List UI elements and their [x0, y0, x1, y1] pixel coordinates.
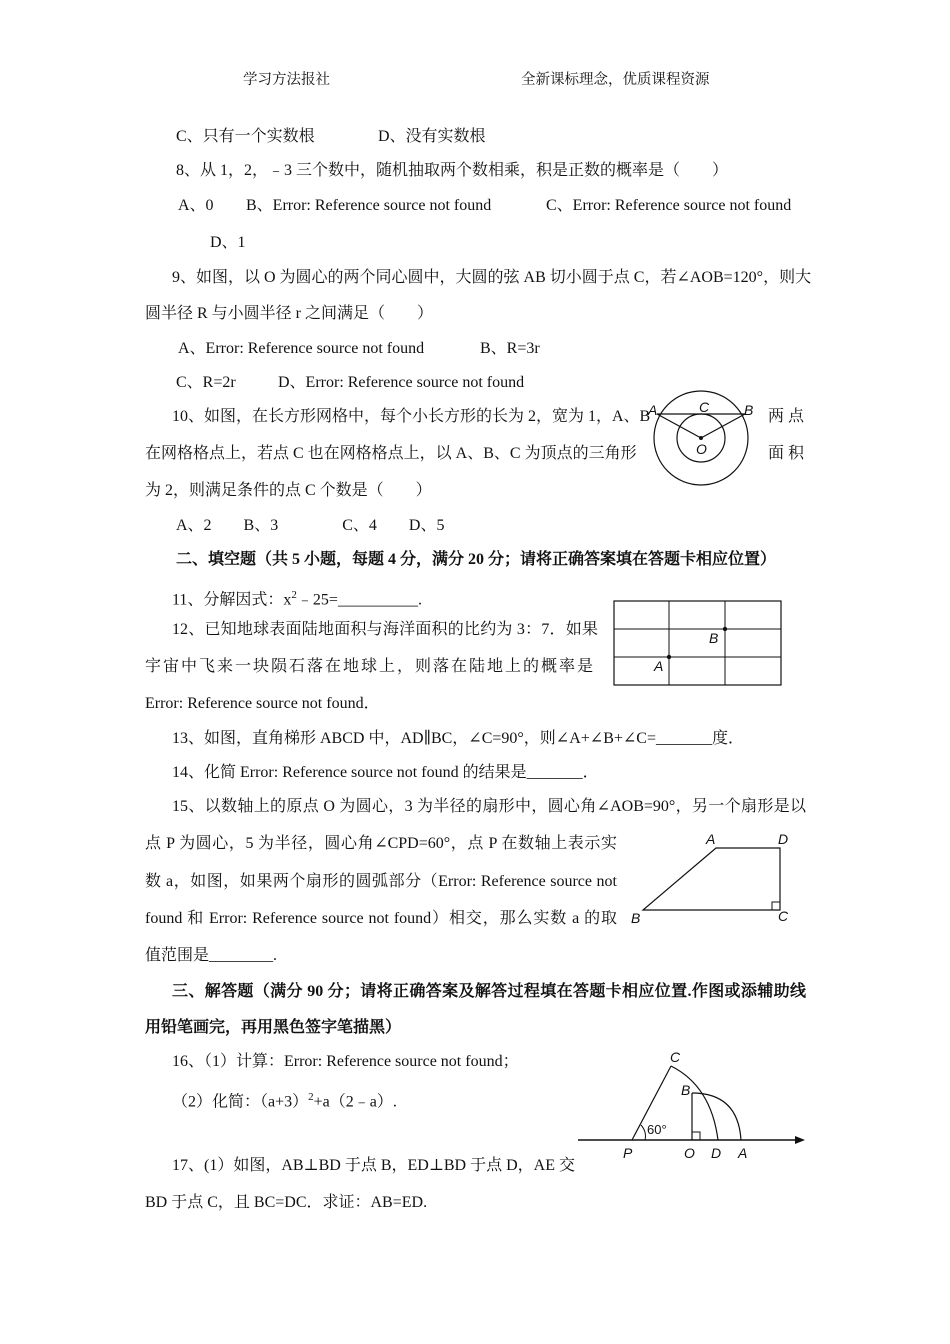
radius-ob	[701, 414, 745, 438]
q10-line3: 为 2，则满足条件的点 C 个数是（ ）	[145, 482, 432, 499]
q15-line5: 值范围是________.	[145, 947, 278, 964]
point-b	[723, 627, 727, 631]
header-left: 学习方法报社	[243, 72, 330, 88]
grid-figure	[613, 600, 783, 688]
label-p: P	[623, 1145, 633, 1161]
section3-line1: 三、解答题（满分 90 分；请将正确答案及解答过程填在答题卡相应位置.作图或添辅助线	[172, 983, 806, 1000]
concentric-circles-figure	[645, 392, 760, 492]
q14: 14、化简 Error: Reference source not found 的结果是_______．	[172, 764, 599, 781]
trapezoid-abcd	[643, 848, 780, 910]
q10-options: A、2 B、3 C、4 D、5	[176, 517, 445, 534]
label-a: A	[654, 658, 664, 674]
q8-stem: 8、从 1，2，﹣3 三个数中，随机抽取两个数相乘，积是正数的概率是（ ）	[176, 162, 729, 179]
q16-part2-suffix: +a（2﹣a）.	[313, 1093, 397, 1111]
q11-suffix: ﹣25=__________.	[296, 591, 422, 609]
point-a	[667, 655, 671, 659]
label-b: B	[631, 910, 641, 926]
q9-option-a: A、Error: Reference source not found	[178, 340, 425, 357]
q16-part1: 16、（1）计算：Error: Reference source not found；	[172, 1053, 519, 1070]
q8-option-a: A、0	[178, 197, 214, 214]
q16-part2-sup: 2	[308, 1091, 314, 1103]
grid-border	[614, 601, 781, 685]
q17-line2: BD 于点 C，且 BC=DC．求证：AB=ED.	[145, 1194, 428, 1211]
q16-part2	[172, 1087, 397, 1112]
arc-cd	[671, 1066, 718, 1140]
section2-title: 二、填空题（共 5 小题，每题 4 分，满分 20 分；请将正确答案填在答题卡相应位置）	[176, 551, 777, 568]
q12-line1: 12、已知地球表面陆地面积与海洋面积的比约为 3：7．如果	[172, 621, 598, 638]
label-d: D	[778, 831, 789, 847]
q10-line2: 在网格格点上，若点 C 也在网格格点上，以 A、B、C 为顶点的三角形	[145, 445, 637, 462]
q11-prefix: 11、分解因式：x	[172, 591, 292, 609]
q10-line1-end: 两 点	[768, 408, 805, 425]
label-b: B	[744, 402, 754, 418]
q10-line2-end: 面 积	[768, 445, 805, 462]
label-a: A	[706, 831, 716, 847]
number-line-arrow	[795, 1136, 805, 1144]
q9-line1: 9、如图，以 O 为圆心的两个同心圆中，大圆的弦 AB 切小圆于点 C，若∠AOB=120°，则大	[172, 269, 812, 286]
q7-option-c: C、只有一个实数根	[176, 128, 315, 145]
q9-option-d: D、Error: Reference source not found	[278, 374, 525, 391]
label-o: O	[684, 1145, 695, 1161]
q15-line4: found 和 Error: Reference source not found）相交，那么实数 a 的取	[145, 910, 617, 927]
label-b: B	[681, 1082, 691, 1098]
q7-option-d: D、没有实数根	[378, 128, 486, 145]
q8-option-d: D、1	[210, 234, 246, 251]
q9-line2: 圆半径 R 与小圆半径 r 之间满足（ ）	[145, 305, 434, 322]
header-right: 全新课标理念，优质课程资源	[521, 72, 710, 88]
q13: 13、如图，直角梯形 ABCD 中，AD∥BC，∠C=90°，则∠A+∠B+∠C=_______度．	[172, 730, 744, 747]
q15-line3: 数 a，如图，如果两个扇形的圆弧部分（Error: Reference source not	[145, 873, 617, 890]
q10-line1: 10、如图，在长方形网格中，每个小长方形的长为 2，宽为 1，A、B	[172, 408, 651, 425]
center-point	[699, 436, 703, 440]
trapezoid-figure	[628, 828, 798, 928]
radius-oa	[657, 414, 701, 438]
label-a: A	[648, 402, 658, 418]
label-b: B	[709, 630, 719, 646]
q9-option-c: C、R=2r	[176, 374, 236, 391]
section3-line2: 用铅笔画完，再用黑色签字笔描黑）	[145, 1019, 402, 1036]
angle-label: 60°	[647, 1122, 667, 1137]
q8-option-c: C、Error: Reference source not found	[546, 197, 792, 214]
q12-line2: 宇宙中飞来一块陨石落在地球上，则落在陆地上的概率是	[145, 658, 593, 675]
label-d: D	[711, 1145, 722, 1161]
q11-sup: 2	[291, 589, 297, 601]
label-c: C	[670, 1049, 681, 1065]
label-o: O	[696, 441, 707, 457]
q8-option-b: B、Error: Reference source not found	[246, 197, 492, 214]
label-c: C	[778, 908, 789, 924]
q9-option-b: B、R=3r	[480, 340, 540, 357]
q12-line3: Error: Reference source not found．	[145, 695, 380, 712]
right-angle-mark	[692, 1132, 700, 1140]
angle-arc	[641, 1125, 646, 1140]
label-c: C	[699, 399, 710, 415]
q15-line2: 点 P 为圆心，5 为半径，圆心角∠CPD=60°，点 P 在数轴上表示实	[145, 835, 617, 852]
q11	[172, 585, 422, 610]
sectors-figure	[575, 1048, 810, 1163]
q17-line1: 17、(1）如图，AB⊥BD 于点 B，ED⊥BD 于点 D，AE 交	[172, 1157, 575, 1174]
label-a: A	[738, 1145, 748, 1161]
q15-line1: 15、以数轴上的原点 O 为圆心，3 为半径的扇形中，圆心角∠AOB=90°，另一个扇形是以	[172, 798, 806, 815]
q16-part2-prefix: （2）化简：（a+3）	[172, 1093, 309, 1111]
